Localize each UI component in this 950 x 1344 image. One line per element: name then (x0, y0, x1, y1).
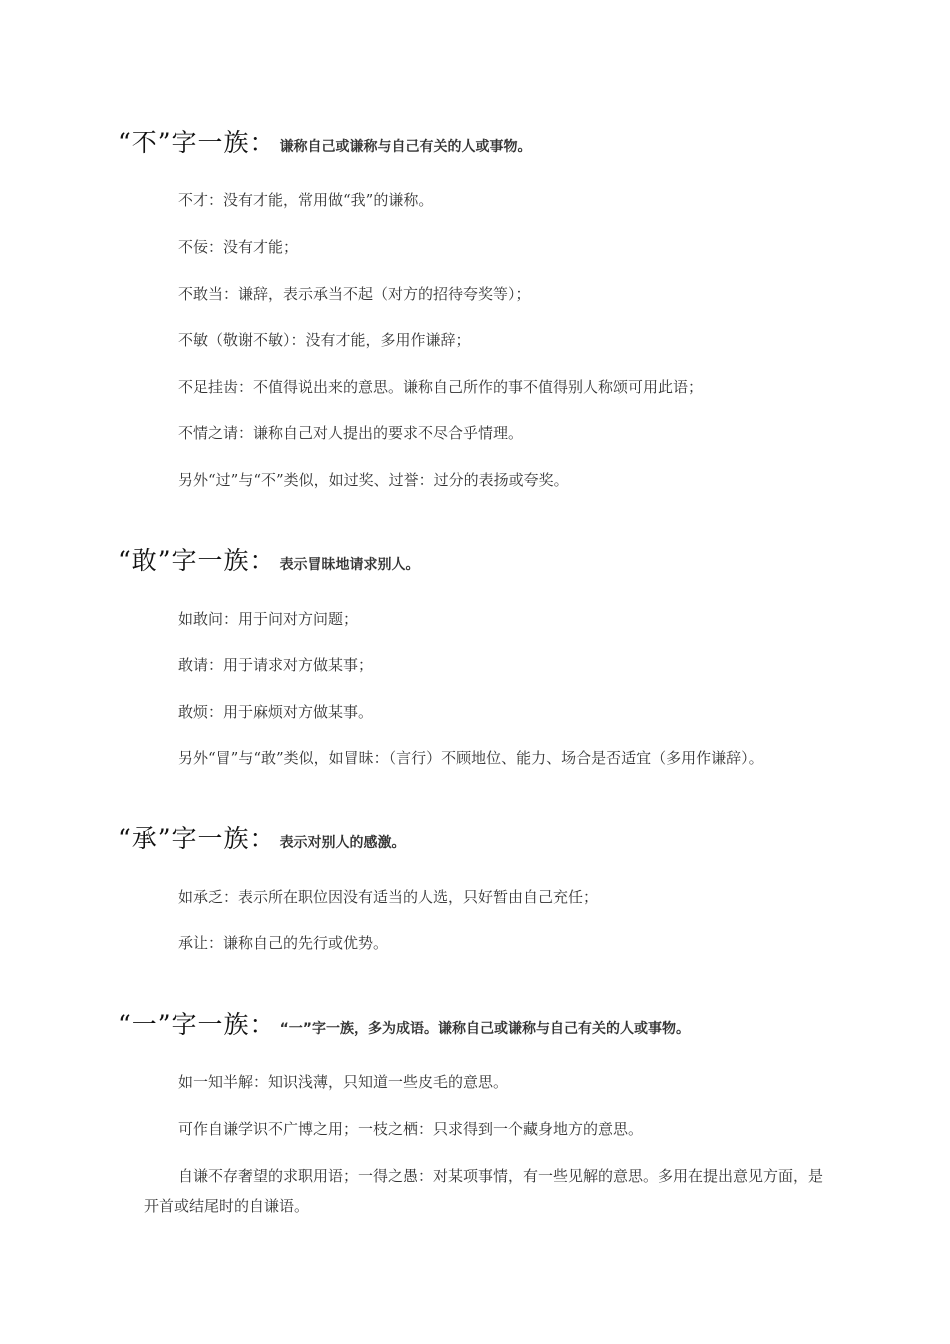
entry-line: 不敢当：谦辞，表示承当不起（对方的招待夸奖等）； (178, 285, 531, 303)
section-description: “一”字一族，多为成语。谦称自己或谦称与自己有关的人或事物。 (279, 1021, 690, 1037)
entry-line: 如敢问：用于问对方问题； (178, 610, 359, 628)
entry-line: 敢烦：用于麻烦对方做某事。 (178, 703, 374, 721)
entry-line: 不佞：没有才能； (178, 238, 299, 256)
entry-line: 另外“过”与“不”类似，如过奖、过誉：过分的表扬或夸奖。 (178, 471, 569, 489)
section-heading (118, 130, 532, 155)
entry-line: 另外“冒”与“敢”类似，如冒昧：（言行）不顾地位、能力、场合是否适宜（多用作谦辞）。 (178, 749, 764, 767)
entry-line: 不才：没有才能，常用做“我”的谦称。 (178, 191, 434, 209)
section-heading (118, 826, 406, 851)
entry-line: 不足挂齿：不值得说出来的意思。谦称自己所作的事不值得别人称颂可用此语； (178, 378, 704, 396)
entry-line: 如一知半解：知识浅薄，只知道一些皮毛的意思。 (178, 1073, 509, 1091)
entry-line: 承让：谦称自己的先行或优势。 (178, 934, 389, 952)
entry-line: 不情之请：谦称自己对人提出的要求不尽合乎情理。 (178, 424, 524, 442)
section-title: “承”字一族： (118, 824, 276, 853)
entry-line: 不敏（敬谢不敏）：没有才能，多用作谦辞； (178, 331, 471, 349)
entry-paragraph: 自谦不存奢望的求职用语；一得之愚：对某项事情，有一些见解的意思。多用在提出意见方面，是开首或结尾时的自谦语。 (144, 1167, 824, 1215)
section-description: 表示对别人的感激。 (279, 835, 406, 851)
section-title: “不”字一族： (118, 128, 276, 157)
entry-line: 如承乏：表示所在职位因没有适当的人选，只好暂由自己充任； (178, 888, 599, 906)
entry-line: 可作自谦学识不广博之用；一枝之栖：只求得到一个藏身地方的意思。 (178, 1120, 644, 1138)
section-description: 表示冒昧地请求别人。 (279, 557, 420, 573)
section-heading (118, 548, 420, 573)
entry-line: 敢请：用于请求对方做某事； (178, 656, 374, 674)
section-title: “敢”字一族： (118, 546, 276, 575)
section-title: “一”字一族： (118, 1010, 276, 1039)
section-description: 谦称自己或谦称与自己有关的人或事物。 (279, 139, 532, 155)
section-heading (118, 1012, 690, 1037)
